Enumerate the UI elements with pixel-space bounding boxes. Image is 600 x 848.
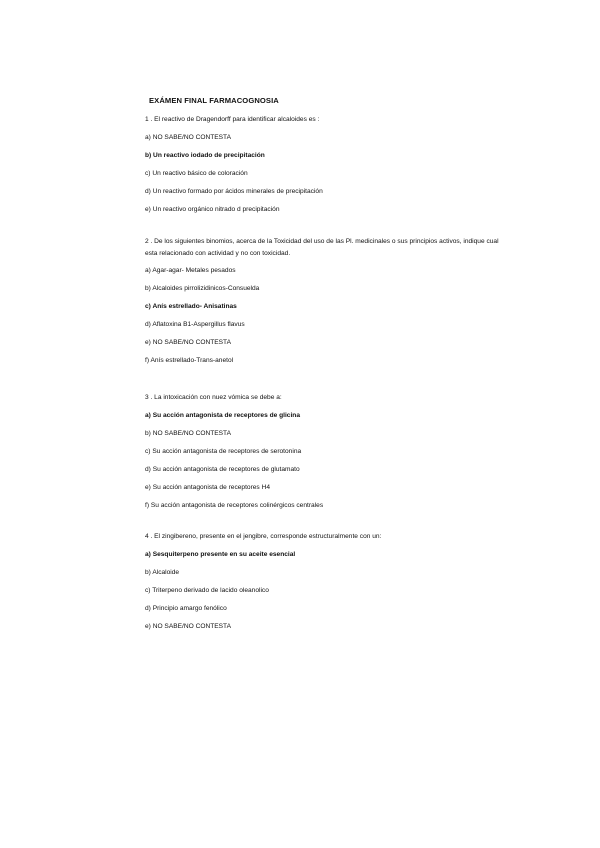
question-3: [145, 392, 505, 519]
question-stem: 1 . El reactivo de Dragendorff para identificar alcaloides es :: [145, 116, 320, 123]
answer-option: b) Alcaloide: [145, 568, 180, 576]
answer-option: c) Triterpeno derivado de lacido oleanolico: [145, 586, 269, 594]
answer-option: b) Alcaloides pirrolizidinicos-Consuelda: [145, 285, 260, 292]
answer-option: c) Su acción antagonista de receptores de serotonina: [145, 447, 302, 455]
answer-option: b) NO SABE/NO CONTESTA: [145, 429, 231, 437]
answer-option: d) Un reactivo formado por ácidos minerales de precipitación: [145, 187, 323, 195]
question-stem: 2 . De los siguientes binomios, acerca de la Toxicidad del uso de las Pl. medicinales o sus principios activos, indique cual esta relacionado con actividad y no con toxicidad.: [145, 238, 499, 257]
answer-option: a) NO SABE/NO CONTESTA: [145, 133, 231, 141]
question-stem: 4 . El zingibereno, presente en el jengibre, corresponde estructuralmente con un:: [145, 533, 382, 540]
answer-option: d) Aflatoxina B1-Aspergillus flavus: [145, 321, 245, 328]
answer-option: c) Un reactivo básico de coloración: [145, 169, 248, 177]
answer-option-correct: b) Un reactivo iodado de precipitación: [145, 151, 265, 159]
answer-option: f) Anís estrellado-Trans-anetol: [145, 357, 234, 364]
answer-option: e) Su acción antagonista de receptores H4: [145, 483, 270, 491]
answer-option: e) Un reactivo orgánico nitrado d precipitación: [145, 205, 280, 213]
question-1: [145, 114, 505, 223]
question-2: [145, 236, 505, 374]
answer-option-correct: a) Su acción antagonista de receptores de glicina: [145, 411, 300, 419]
answer-option: e) NO SABE/NO CONTESTA: [145, 339, 231, 346]
answer-option: f) Su acción antagonista de receptores colinérgicos centrales: [145, 501, 324, 509]
page-title: EXÁMEN FINAL FARMACOGNOSIA: [149, 96, 279, 105]
answer-option: d) Su acción antagonista de receptores de glutamato: [145, 465, 300, 473]
answer-option: e) NO SABE/NO CONTESTA: [145, 622, 231, 630]
answer-option-correct: a) Sesquiterpeno presente en su aceite esencial: [145, 550, 296, 558]
answer-option-correct: c) Anís estrellado- Anisatinas: [145, 303, 237, 310]
question-stem: 3 . La intoxicación con nuez vómica se debe a:: [145, 394, 282, 401]
answer-option: a) Agar-agar- Metales pesados: [145, 267, 236, 274]
question-4: [145, 531, 505, 640]
answer-option: d) Principio amargo fenólico: [145, 604, 227, 612]
